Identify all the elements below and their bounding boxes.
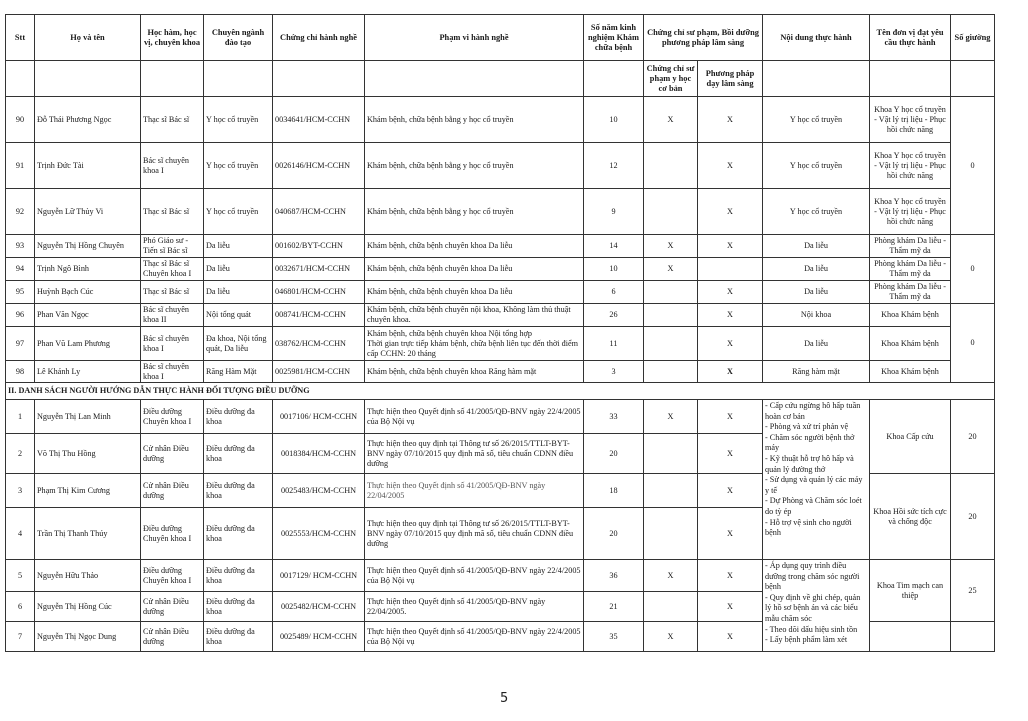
cell-specialty: Da liễu — [204, 281, 273, 304]
cell-beds: 25 — [951, 560, 995, 622]
cell-scope: Thực hiện theo quy định tại Thông tư số 26/2015/TTLT-BYT-BNV ngày 07/10/2015 quy định mã số, tiêu chuẩn CDNN điều dưỡng — [365, 434, 584, 474]
cell-stt: 4 — [6, 508, 35, 560]
cell-beds: 0 — [951, 235, 995, 304]
cell-beds: 0 — [951, 97, 995, 235]
table-row — [6, 361, 995, 383]
cell-specialty: Da liễu — [204, 258, 273, 281]
cell-name: Trịnh Đức Tài — [35, 143, 141, 189]
cell-license: 0017129/ HCM-CCHN — [273, 560, 365, 592]
cell-degree: Thạc sĩ Bác sĩ — [141, 97, 204, 143]
cell-degree: Điều dưỡng Chuyên khoa I — [141, 400, 204, 434]
cell-content: Răng hàm mặt — [763, 361, 870, 383]
cell-scope: Thực hiện theo Quyết định số 41/2005/QĐ-BNV ngày 22/4/2005 của Bộ Nội vụ — [365, 400, 584, 434]
cell-content-list — [763, 560, 870, 652]
cell-unit: Phòng khám Da liễu - Thẩm mỹ da — [870, 235, 951, 258]
content-item: - Áp dụng quy trình điều dưỡng trong chăm sóc người bệnh — [765, 561, 860, 592]
cell-degree: Bác sĩ chuyên khoa I — [141, 143, 204, 189]
cell-cert: X — [644, 400, 698, 434]
cell-content: Da liễu — [763, 258, 870, 281]
table-row — [6, 97, 995, 143]
cell-license: 0025483/HCM-CCHN — [273, 474, 365, 508]
cell-name: Nguyễn Thị Ngọc Dung — [35, 622, 141, 652]
cell-degree: Cử nhân Điều dưỡng — [141, 434, 204, 474]
cell-scope: Khám bệnh, chữa bệnh chuyên khoa Răng hàm mặt — [365, 361, 584, 383]
cell-scope: Khám bệnh, chữa bệnh chuyên khoa Da liễu — [365, 258, 584, 281]
cell-license: 038762/HCM-CCHN — [273, 327, 365, 361]
header-scope: Phạm vi hành nghề — [365, 15, 584, 61]
cell-specialty: Da liễu — [204, 235, 273, 258]
cell-license: 0018384/HCM-CCHN — [273, 434, 365, 474]
table-row — [6, 327, 995, 361]
cell-beds — [951, 622, 995, 652]
cell-degree: Cử nhân Điều dưỡng — [141, 592, 204, 622]
cell-unit: Khoa Khám bệnh — [870, 327, 951, 361]
cell-unit: Khoa Tim mạch can thiệp — [870, 560, 951, 622]
cell-cert: X — [644, 235, 698, 258]
cell-cert: X — [644, 97, 698, 143]
cell-scope: Khám bệnh, chữa bệnh chuyên khoa Da liễu — [365, 281, 584, 304]
cell-cert — [644, 327, 698, 361]
cell-cert — [644, 434, 698, 474]
content-item: - Chăm sóc người bệnh thở máy — [765, 432, 855, 453]
header-degree: Học hàm, học vị, chuyên khoa — [141, 15, 204, 61]
cell-stt: 5 — [6, 560, 35, 592]
subheader-empty — [365, 61, 584, 97]
cell-unit: Khoa Y học cổ truyền - Vật lý trị liệu - Phục hồi chức năng — [870, 97, 951, 143]
cell-years: 10 — [584, 258, 644, 281]
cell-method: X — [698, 304, 763, 327]
scope-line: Thời gian trực tiếp khám bệnh, chữa bệnh liên tục đến thời điểm cấp CCHN: 20 tháng — [367, 338, 579, 358]
cell-specialty: Điều dưỡng đa khoa — [204, 592, 273, 622]
cell-cert — [644, 474, 698, 508]
subheader-empty — [951, 61, 995, 97]
cell-specialty: Y học cổ truyền — [204, 143, 273, 189]
practitioner-table — [5, 14, 995, 652]
cell-cert — [644, 361, 698, 383]
table-row — [6, 258, 995, 281]
cell-unit: Khoa Hồi sức tích cực và chống độc — [870, 474, 951, 560]
cell-method: X — [698, 434, 763, 474]
content-item: - Kỹ thuật hỗ trợ hô hấp và quản lý đường thở — [765, 453, 854, 474]
cell-unit: Khoa Khám bệnh — [870, 304, 951, 327]
cell-degree: Cử nhân Điều dưỡng — [141, 622, 204, 652]
cell-stt: 3 — [6, 474, 35, 508]
subheader-empty — [763, 61, 870, 97]
cell-specialty: Điều dưỡng đa khoa — [204, 434, 273, 474]
cell-specialty: Răng Hàm Mặt — [204, 361, 273, 383]
header-cert-basic: Chứng chỉ sư phạm y học cơ bản — [644, 61, 698, 97]
cell-method: X — [698, 592, 763, 622]
cell-cert — [644, 189, 698, 235]
cell-beds: 20 — [951, 400, 995, 474]
cell-scope: Khám bệnh, chữa bệnh bằng y học cổ truyền — [365, 143, 584, 189]
content-item: - Lấy bệnh phẩm làm xét — [765, 635, 848, 645]
section-row — [6, 383, 995, 400]
subheader-empty — [141, 61, 204, 97]
cell-specialty: Y học cổ truyền — [204, 189, 273, 235]
table-row — [6, 560, 995, 592]
cell-years: 6 — [584, 281, 644, 304]
cell-years: 21 — [584, 592, 644, 622]
header-specialty: Chuyên ngành đào tạo — [204, 15, 273, 61]
cell-stt: 96 — [6, 304, 35, 327]
cell-license: 0032671/HCM-CCHN — [273, 258, 365, 281]
cell-method — [698, 258, 763, 281]
cell-stt: 92 — [6, 189, 35, 235]
cell-years: 11 — [584, 327, 644, 361]
cell-degree: Thạc sĩ Bác sĩ — [141, 189, 204, 235]
cell-license: 0017106/ HCM-CCHN — [273, 400, 365, 434]
cell-cert: X — [644, 560, 698, 592]
cell-unit: Khoa Khám bệnh — [870, 361, 951, 383]
cell-name: Nguyễn Thị Hồng Chuyên — [35, 235, 141, 258]
cell-scope: Khám bệnh, chữa bệnh chuyên nội khoa, Không làm thủ thuật chuyên khoa. — [365, 304, 584, 327]
cell-method: X — [698, 189, 763, 235]
cell-degree: Bác sĩ chuyên khoa II — [141, 304, 204, 327]
cell-degree: Phó Giáo sư - Tiến sĩ Bác sĩ — [141, 235, 204, 258]
subheader-empty — [6, 61, 35, 97]
cell-name: Lê Khánh Ly — [35, 361, 141, 383]
cell-years: 35 — [584, 622, 644, 652]
scope-line: Khám bệnh, chữa bệnh chuyên khoa Nội tổng hợp — [367, 328, 532, 338]
cell-years: 33 — [584, 400, 644, 434]
cell-scope — [365, 327, 584, 361]
cell-degree: Thạc sĩ Bác sĩ Chuyên khoa I — [141, 258, 204, 281]
cell-method: X — [698, 327, 763, 361]
cell-content: Nội khoa — [763, 304, 870, 327]
cell-years: 20 — [584, 434, 644, 474]
cell-license: 0026146/HCM-CCHN — [273, 143, 365, 189]
cell-scope: Khám bệnh, chữa bệnh bằng y học cổ truyền — [365, 189, 584, 235]
cell-degree: Cử nhân Điều dưỡng — [141, 474, 204, 508]
table-row — [6, 400, 995, 434]
cell-stt: 94 — [6, 258, 35, 281]
cell-years: 3 — [584, 361, 644, 383]
cell-method: X — [698, 560, 763, 592]
cell-name: Phan Vũ Lam Phương — [35, 327, 141, 361]
cell-degree: Điều dưỡng Chuyên khoa I — [141, 508, 204, 560]
cell-content-list — [763, 400, 870, 560]
cell-method: X — [698, 474, 763, 508]
cell-name: Trần Thị Thanh Thúy — [35, 508, 141, 560]
cell-stt: 98 — [6, 361, 35, 383]
header-beds: Số giường — [951, 15, 995, 61]
cell-specialty: Đa khoa, Nội tổng quát, Da liễu — [204, 327, 273, 361]
cell-scope: Thực hiện theo Quyết định số 41/2005/QĐ-BNV ngày 22/4/2005 của Bộ Nội vụ — [365, 622, 584, 652]
cell-license: 001602/BYT-CCHN — [273, 235, 365, 258]
cell-degree: Điều dưỡng Chuyên khoa I — [141, 560, 204, 592]
cell-content: Da liễu — [763, 235, 870, 258]
cell-cert — [644, 508, 698, 560]
cell-specialty: Điều dưỡng đa khoa — [204, 474, 273, 508]
cell-specialty: Điều dưỡng đa khoa — [204, 508, 273, 560]
cell-specialty: Điều dưỡng đa khoa — [204, 400, 273, 434]
subheader-empty — [35, 61, 141, 97]
subheader-empty — [584, 61, 644, 97]
subheader-empty — [273, 61, 365, 97]
cell-method: X — [698, 361, 763, 383]
cell-specialty: Y học cổ truyền — [204, 97, 273, 143]
cell-unit: Khoa Y học cổ truyền - Vật lý trị liệu - Phục hồi chức năng — [870, 143, 951, 189]
cell-years: 18 — [584, 474, 644, 508]
table-row — [6, 235, 995, 258]
table-row — [6, 281, 995, 304]
cell-method: X — [698, 143, 763, 189]
cell-stt: 90 — [6, 97, 35, 143]
cell-name: Nguyễn Hữu Thảo — [35, 560, 141, 592]
cell-years: 36 — [584, 560, 644, 592]
cell-unit: Phòng khám Da liễu - Thẩm mỹ da — [870, 281, 951, 304]
header-cert-method: Phương pháp dạy lâm sàng — [698, 61, 763, 97]
cell-license: 0034641/HCM-CCHN — [273, 97, 365, 143]
cell-unit: Khoa Cấp cứu — [870, 400, 951, 474]
header-license: Chứng chỉ hành nghề — [273, 15, 365, 61]
content-item: - Phòng và xử trí phản vệ — [765, 422, 849, 432]
cell-name: Huỳnh Bạch Cúc — [35, 281, 141, 304]
cell-license: 040687/HCM-CCHN — [273, 189, 365, 235]
cell-scope: Thực hiện theo Quyết định số 41/2005/QĐ-BNV ngày 22/04/2005. — [365, 592, 584, 622]
cell-specialty: Nội tổng quát — [204, 304, 273, 327]
cell-stt: 95 — [6, 281, 35, 304]
cell-cert — [644, 592, 698, 622]
cell-scope: Thực hiện theo Quyết định số 41/2005/QĐ-BNV ngày 22/4/2005 của Bộ Nội vụ — [365, 560, 584, 592]
cell-cert: X — [644, 622, 698, 652]
header-name: Họ và tên — [35, 15, 141, 61]
cell-content: Da liễu — [763, 327, 870, 361]
cell-stt: 1 — [6, 400, 35, 434]
content-item: - Cấp cứu ngừng hô hấp tuần hoàn cơ bản — [765, 401, 861, 421]
cell-license: 0025489/ HCM-CCHN — [273, 622, 365, 652]
cell-years: 9 — [584, 189, 644, 235]
cell-years: 12 — [584, 143, 644, 189]
cell-stt: 97 — [6, 327, 35, 361]
cell-name: Nguyễn Thị Hồng Cúc — [35, 592, 141, 622]
cell-license: 0025553/HCM-CCHN — [273, 508, 365, 560]
cell-content: Da liễu — [763, 281, 870, 304]
cell-license: 008741/HCM-CCHN — [273, 304, 365, 327]
cell-degree: Bác sĩ chuyên khoa I — [141, 327, 204, 361]
cell-scope: Khám bệnh, chữa bệnh chuyên khoa Da liễu — [365, 235, 584, 258]
cell-cert: X — [644, 258, 698, 281]
cell-years: 14 — [584, 235, 644, 258]
table-row — [6, 143, 995, 189]
cell-license: 0025482/HCM-CCHN — [273, 592, 365, 622]
cell-name: Đỗ Thái Phương Ngọc — [35, 97, 141, 143]
cell-name: Phạm Thị Kim Cương — [35, 474, 141, 508]
cell-degree: Bác sĩ chuyên khoa I — [141, 361, 204, 383]
cell-stt: 2 — [6, 434, 35, 474]
cell-years: 20 — [584, 508, 644, 560]
cell-method: X — [698, 622, 763, 652]
cell-name: Nguyễn Lữ Thủy Vi — [35, 189, 141, 235]
table-row — [6, 304, 995, 327]
cell-scope: Thực hiện theo quy định tại Thông tư số 26/2015/TTLT-BYT-BNV ngày 07/10/2015 quy định mã số, tiêu chuẩn CDNN điều dưỡng — [365, 508, 584, 560]
cell-specialty: Điều dưỡng đa khoa — [204, 622, 273, 652]
cell-beds: 20 — [951, 474, 995, 560]
cell-license: 046801/HCM-CCHN — [273, 281, 365, 304]
header-cert-group: Chứng chỉ sư phạm, Bồi dưỡng phương pháp lâm sàng — [644, 15, 763, 61]
cell-cert — [644, 281, 698, 304]
content-item: - Hỗ trợ vệ sinh cho người bệnh — [765, 517, 852, 538]
content-item: - Dự Phòng và Chăm sóc loét do tỳ ép — [765, 496, 862, 516]
header-stt: Stt — [6, 15, 35, 61]
cell-stt: 93 — [6, 235, 35, 258]
cell-method: X — [698, 281, 763, 304]
cell-method: X — [698, 235, 763, 258]
cell-license: 0025981/HCM-CCHN — [273, 361, 365, 383]
cell-content: Y học cổ truyền — [763, 143, 870, 189]
cell-cert — [644, 143, 698, 189]
cell-method: X — [698, 508, 763, 560]
subheader-empty — [204, 61, 273, 97]
cell-unit: Phòng khám Da liễu - Thẩm mỹ da — [870, 258, 951, 281]
cell-method: X — [698, 400, 763, 434]
cell-beds: 0 — [951, 304, 995, 383]
cell-content: Y học cổ truyền — [763, 97, 870, 143]
header-years: Số năm kinh nghiệm Khám chữa bệnh — [584, 15, 644, 61]
content-item: - Quy định về ghi chép, quản lý hồ sơ bệnh án và các biểu mẫu chăm sóc — [765, 592, 861, 623]
subheader-empty — [870, 61, 951, 97]
content-item: - Sử dụng và quản lý các máy y tế — [765, 475, 863, 495]
cell-degree: Thạc sĩ Bác sĩ — [141, 281, 204, 304]
content-item: - Theo dõi dấu hiệu sinh tồn — [765, 624, 858, 634]
cell-stt: 6 — [6, 592, 35, 622]
cell-name: Phan Văn Ngọc — [35, 304, 141, 327]
cell-stt: 91 — [6, 143, 35, 189]
cell-name: Trịnh Ngô Bình — [35, 258, 141, 281]
cell-name: Võ Thị Thu Hồng — [35, 434, 141, 474]
cell-stt: 7 — [6, 622, 35, 652]
cell-years: 26 — [584, 304, 644, 327]
header-unit: Tên đơn vị đạt yêu cầu thực hành — [870, 15, 951, 61]
section-title: II. DANH SÁCH NGƯỜI HƯỚNG DẪN THỰC HÀNH ĐỐI TƯỢNG ĐIỀU DƯỠNG — [6, 383, 995, 400]
header-content: Nội dung thực hành — [763, 15, 870, 61]
cell-unit: Khoa Y học cổ truyền - Vật lý trị liệu - Phục hồi chức năng — [870, 189, 951, 235]
cell-specialty: Điều dưỡng đa khoa — [204, 560, 273, 592]
cell-name: Nguyễn Thị Lan Minh — [35, 400, 141, 434]
cell-method: X — [698, 97, 763, 143]
table-row — [6, 189, 995, 235]
cell-content: Y học cổ truyền — [763, 189, 870, 235]
cell-years: 10 — [584, 97, 644, 143]
cell-unit — [870, 622, 951, 652]
cell-scope: Thực hiện theo Quyết định số 41/2005/QĐ-BNV ngày 22/04/2005 — [365, 474, 584, 508]
cell-scope: Khám bệnh, chữa bệnh bằng y học cổ truyền — [365, 97, 584, 143]
page-number: 5 — [500, 691, 509, 706]
cell-cert — [644, 304, 698, 327]
